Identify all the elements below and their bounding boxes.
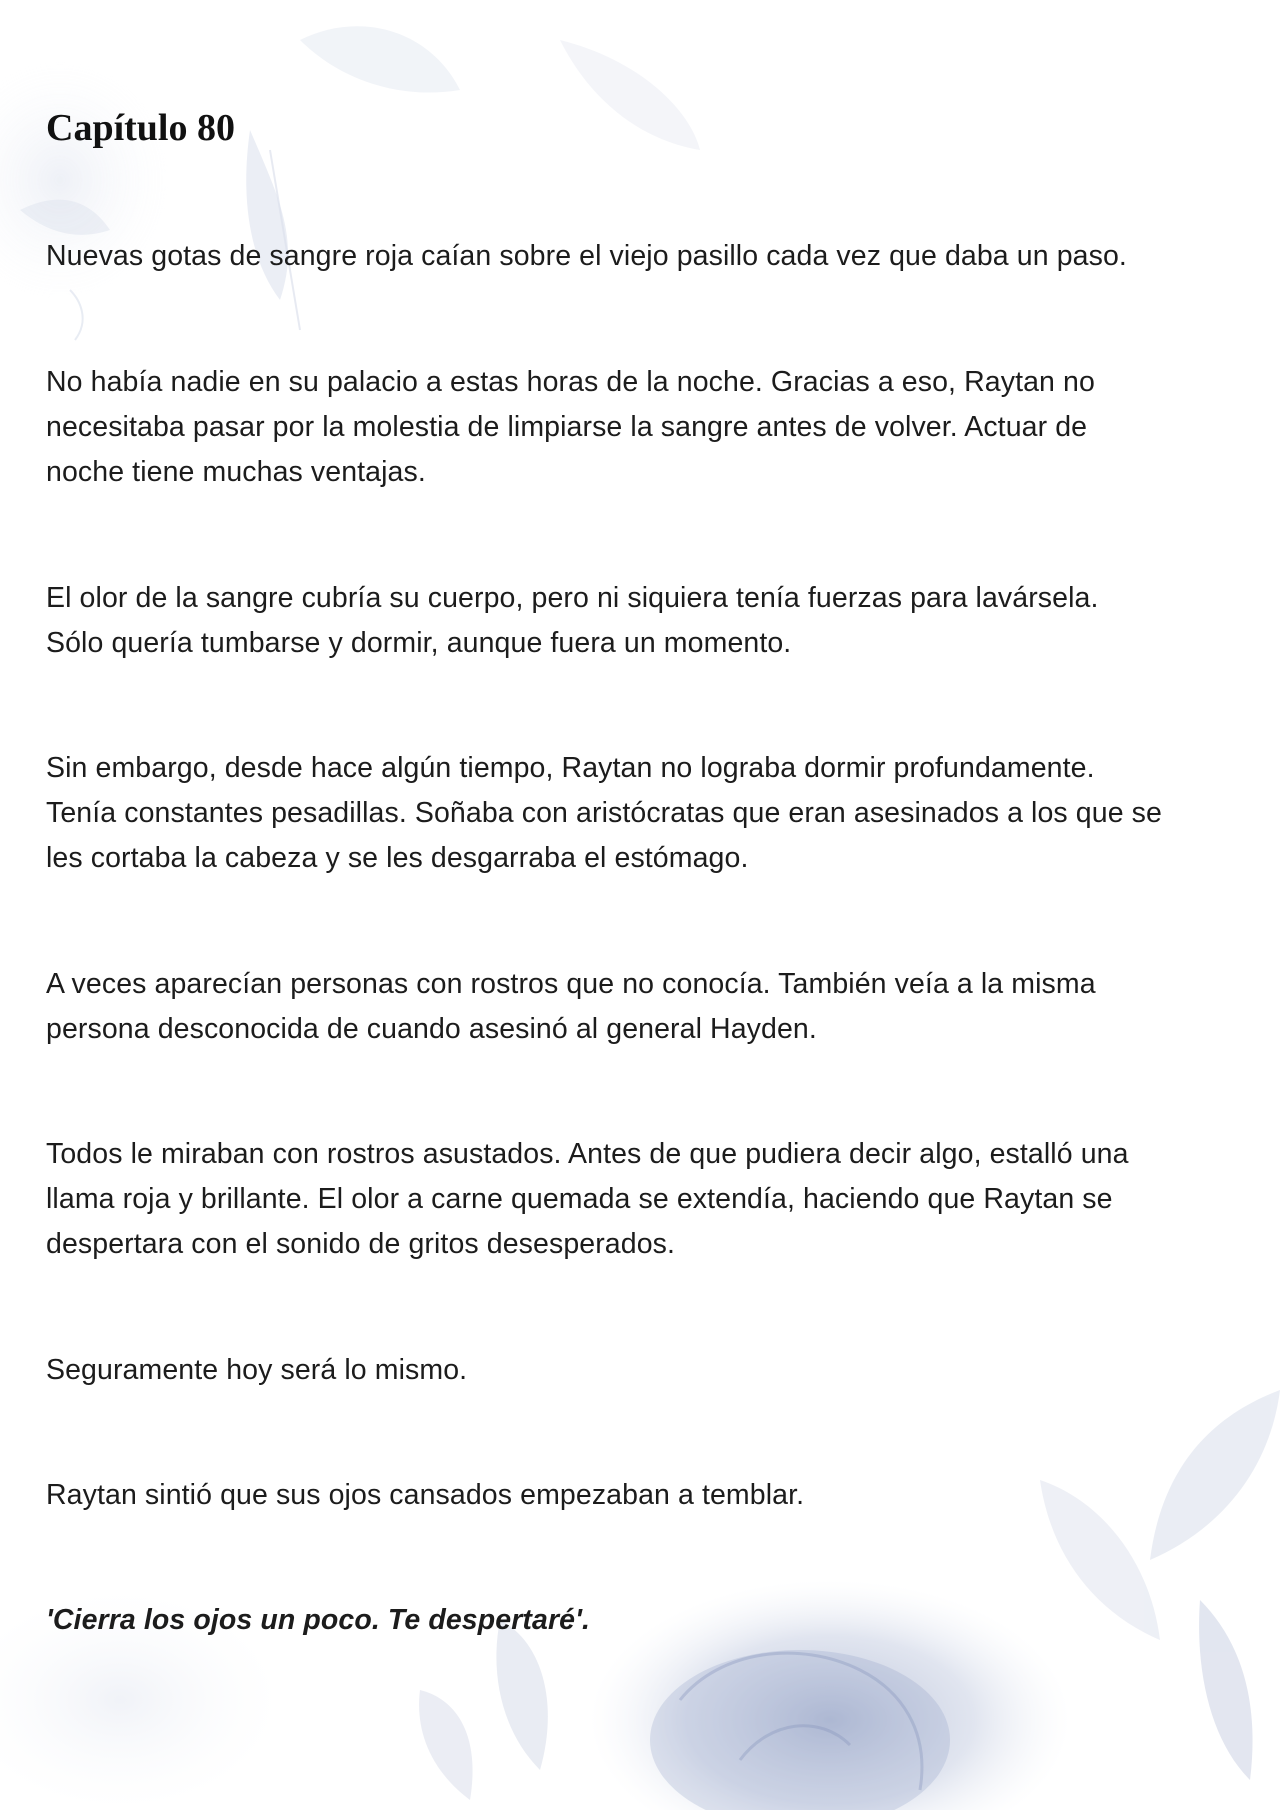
paragraph-line: Tenía constantes pesadillas. Soñaba con aristócratas que eran asesinados a los que se bbox=[46, 797, 1162, 829]
paragraph-7 bbox=[46, 1348, 1246, 1393]
paragraph-5 bbox=[46, 962, 1246, 1052]
paragraph-6 bbox=[46, 1132, 1246, 1267]
paragraph-line: noche tiene muchas ventajas. bbox=[46, 456, 426, 488]
paragraph-line: Nuevas gotas de sangre roja caían sobre el viejo pasillo cada vez que daba un paso. bbox=[46, 240, 1127, 272]
chapter-title: Capítulo 80 bbox=[46, 107, 235, 149]
paragraph-line: persona desconocida de cuando asesinó al general Hayden. bbox=[46, 1013, 817, 1045]
paragraph-line: 'Cierra los ojos un poco. Te despertaré'. bbox=[46, 1604, 590, 1636]
paragraph-line: necesitaba pasar por la molestia de limpiarse la sangre antes de volver. Actuar de bbox=[46, 411, 1088, 443]
paragraph-8 bbox=[46, 1473, 1246, 1518]
paragraph-4 bbox=[46, 746, 1246, 881]
paragraph-line: Sólo quería tumbarse y dormir, aunque fuera un momento. bbox=[46, 627, 792, 659]
paragraph-1 bbox=[46, 234, 1246, 279]
paragraph-line: Sin embargo, desde hace algún tiempo, Raytan no lograba dormir profundamente. bbox=[46, 752, 1095, 784]
paragraph-line: Todos le miraban con rostros asustados. Antes de que pudiera decir algo, estalló una bbox=[46, 1138, 1129, 1170]
paragraph-line: Seguramente hoy será lo mismo. bbox=[46, 1354, 468, 1386]
paragraph-line: No había nadie en su palacio a estas horas de la noche. Gracias a eso, Raytan no bbox=[46, 366, 1095, 398]
paragraph-line: llama roja y brillante. El olor a carne quemada se extendía, haciendo que Raytan se bbox=[46, 1183, 1113, 1215]
paragraph-line: despertara con el sonido de gritos desesperados. bbox=[46, 1228, 676, 1260]
paragraph-line: El olor de la sangre cubría su cuerpo, pero ni siquiera tenía fuerzas para lavársela. bbox=[46, 582, 1099, 614]
paragraph-line: les cortaba la cabeza y se les desgarraba el estómago. bbox=[46, 842, 749, 874]
paragraph-2 bbox=[46, 360, 1246, 495]
paragraph-9-quote bbox=[46, 1598, 1246, 1643]
paragraph-line: A veces aparecían personas con rostros que no conocía. También veía a la misma bbox=[46, 968, 1096, 1000]
paragraph-3 bbox=[46, 576, 1246, 666]
paragraph-line: Raytan sintió que sus ojos cansados empezaban a temblar. bbox=[46, 1479, 805, 1511]
